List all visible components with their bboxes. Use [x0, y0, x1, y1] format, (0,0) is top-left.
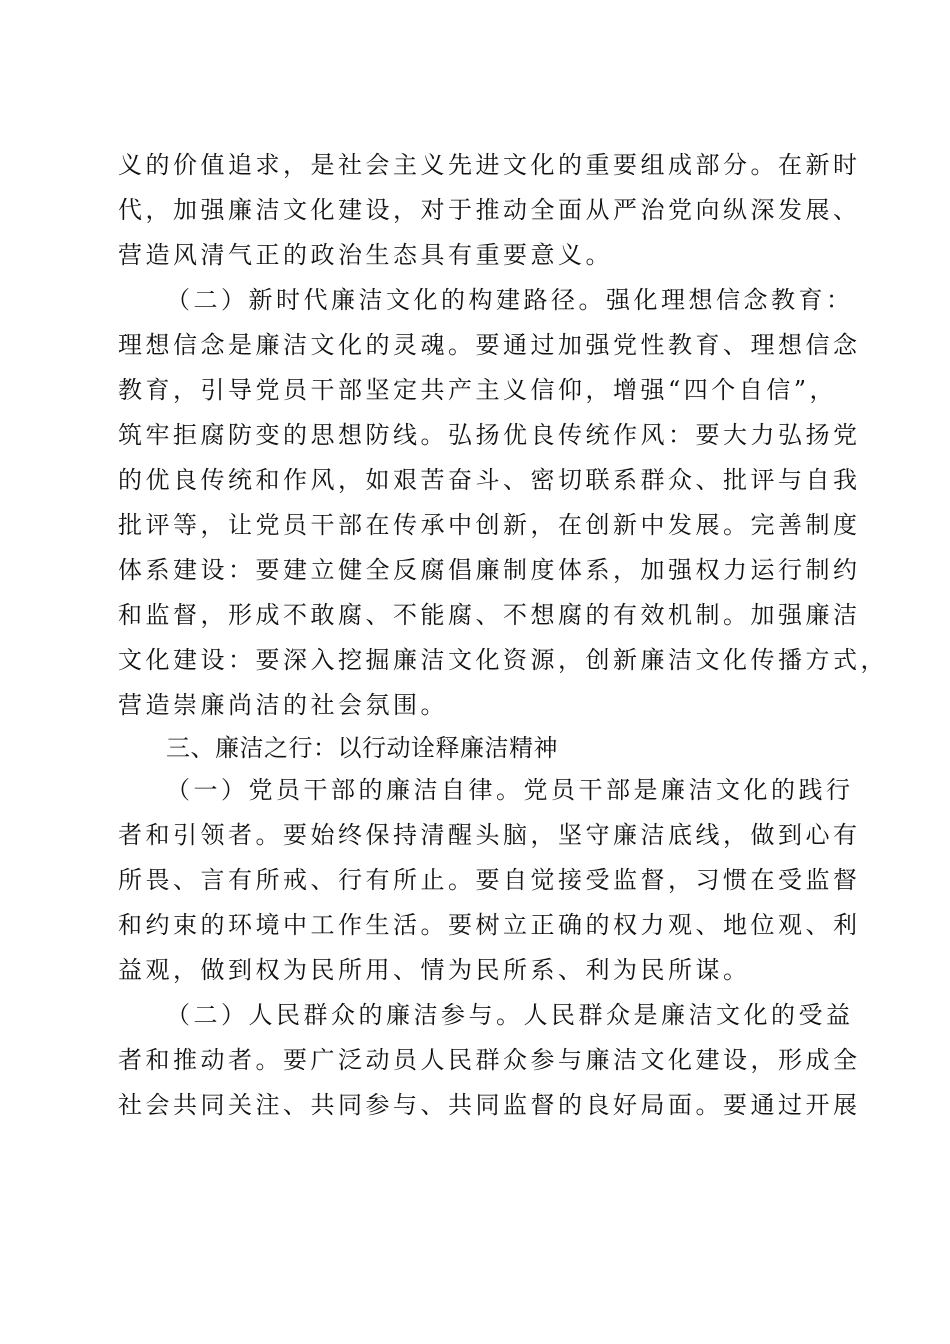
paragraph-line: 社会共同关注、共同参与、共同监督的良好局面。要通过开展	[118, 1091, 861, 1119]
paragraph-line: 教育，引导党员干部坚定共产主义信仰，增强“四个自信”，	[118, 376, 838, 404]
paragraph-line: 代，加强廉洁文化建设，对于推动全面从严治党向纵深发展、	[118, 196, 861, 224]
paragraph-line: 体系建设：要建立健全反腐倡廉制度体系，加强权力运行制约	[118, 556, 861, 584]
paragraph-line: 理想信念是廉洁文化的灵魂。要通过加强党性教育、理想信念	[118, 331, 861, 359]
paragraph-line: 和监督，形成不敢腐、不能腐、不想腐的有效机制。加强廉洁	[118, 601, 861, 629]
subsection-line: （二）新时代廉洁文化的构建路径。强化理想信念教育：	[166, 286, 854, 314]
paragraph-line: 批评等，让党员干部在传承中创新，在创新中发展。完善制度	[118, 511, 861, 539]
paragraph-line: 的优良传统和作风，如艰苦奋斗、密切联系群众、批评与自我	[118, 466, 861, 494]
paragraph-line: 营造风清气正的政治生态具有重要意义。	[118, 241, 613, 269]
subsection-line: （一）党员干部的廉洁自律。党员干部是廉洁文化的践行	[166, 776, 854, 804]
paragraph-line: 和约束的环境中工作生活。要树立正确的权力观、地位观、利	[118, 911, 861, 939]
subsection-line: （二）人民群众的廉洁参与。人民群众是廉洁文化的受益	[166, 1001, 854, 1029]
paragraph-line: 义的价值追求，是社会主义先进文化的重要组成部分。在新时	[118, 151, 861, 179]
paragraph-line: 筑牢拒腐防变的思想防线。弘扬优良传统作风：要大力弘扬党	[118, 421, 861, 449]
paragraph-line: 文化建设：要深入挖掘廉洁文化资源，创新廉洁文化传播方式，	[118, 646, 888, 674]
paragraph-line: 者和推动者。要广泛动员人民群众参与廉洁文化建设，形成全	[118, 1046, 861, 1074]
paragraph-line: 益观，做到权为民所用、情为民所系、利为民所谋。	[118, 956, 751, 984]
paragraph-line: 所畏、言有所戒、行有所止。要自觉接受监督，习惯在受监督	[118, 866, 861, 894]
paragraph-line: 营造崇廉尚洁的社会氛围。	[118, 691, 448, 719]
section-heading: 三、廉洁之行：以行动诠释廉洁精神	[166, 734, 558, 762]
paragraph-line: 者和引领者。要始终保持清醒头脑，坚守廉洁底线，做到心有	[118, 821, 861, 849]
